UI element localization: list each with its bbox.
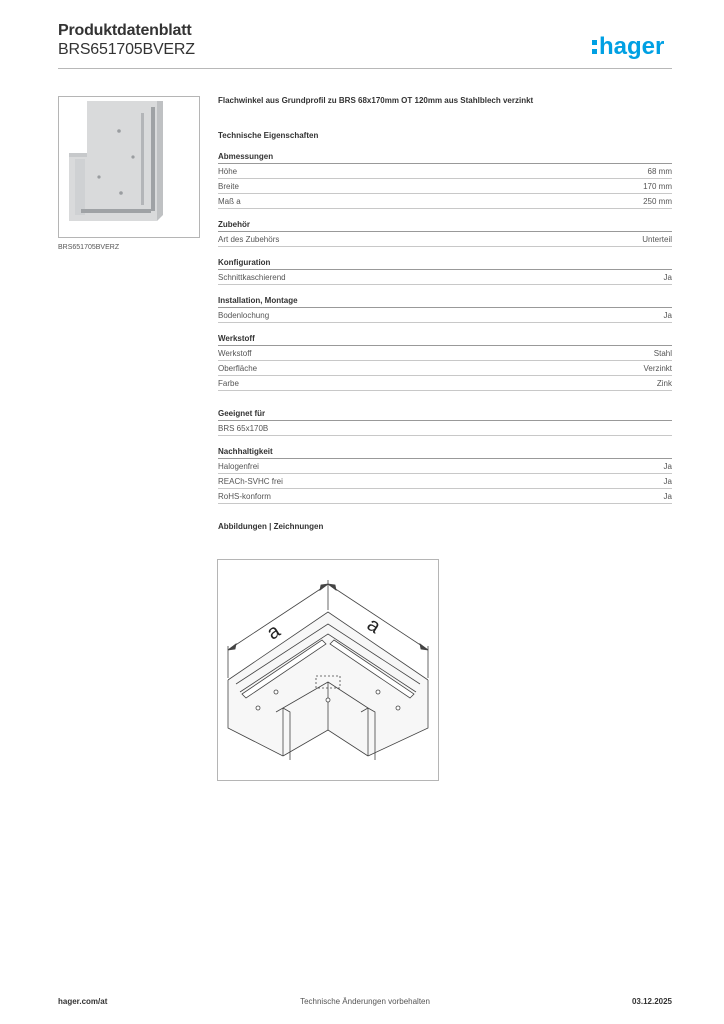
- spec-value: Ja: [663, 462, 672, 471]
- section-werkstoff: [218, 334, 672, 391]
- spec-row: [218, 308, 672, 323]
- spec-row: [218, 179, 672, 194]
- header-divider: [58, 68, 672, 69]
- section-installation: [218, 296, 672, 323]
- spec-value: Unterteil: [642, 235, 672, 244]
- technical-title: Technische Eigenschaften: [218, 131, 319, 140]
- spec-value: Ja: [663, 477, 672, 486]
- spec-label: Höhe: [218, 167, 238, 176]
- illustrations-title: Abbildungen | Zeichnungen: [218, 522, 324, 531]
- spec-value: Verzinkt: [643, 364, 672, 373]
- spec-label: Werkstoff: [218, 349, 252, 358]
- spec-label: Schnittkaschierend: [218, 273, 286, 282]
- spec-row: [218, 474, 672, 489]
- hager-logo: [592, 28, 674, 60]
- dimension-label-right: a: [362, 613, 385, 639]
- spec-row: [218, 270, 672, 285]
- spec-row: [218, 194, 672, 209]
- footer-date: 03.12.2025: [631, 997, 672, 1006]
- spec-row: [218, 232, 672, 247]
- spec-label: RoHS-konform: [218, 492, 271, 501]
- section-title: Installation, Montage: [218, 296, 672, 308]
- section-konfiguration: [218, 258, 672, 285]
- spec-value: Ja: [663, 273, 672, 282]
- spec-label: Farbe: [218, 379, 239, 388]
- spec-row: [218, 421, 672, 436]
- section-title: Geeignet für: [218, 409, 672, 421]
- footer-notice: Technische Änderungen vorbehalten: [300, 997, 430, 1006]
- section-title: Abmessungen: [218, 152, 672, 164]
- spec-value: 250 mm: [643, 197, 672, 206]
- section-title: Nachhaltigkeit: [218, 447, 672, 459]
- product-code: BRS651705BVERZ: [58, 41, 195, 58]
- spec-value: Ja: [663, 311, 672, 320]
- spec-row: [218, 361, 672, 376]
- spec-value: 170 mm: [643, 182, 672, 191]
- photo-caption: BRS651705BVERZ: [58, 244, 120, 251]
- section-title: Zubehör: [218, 220, 672, 232]
- spec-value: Stahl: [653, 349, 672, 358]
- spec-content: [218, 96, 672, 531]
- section-geeignet: [218, 409, 672, 436]
- logo-text: hager: [599, 33, 665, 60]
- section-zubehoer: [218, 220, 672, 247]
- section-nachhaltigkeit: [218, 447, 672, 504]
- spec-value: 68 mm: [647, 167, 672, 176]
- section-abmessungen: [218, 152, 672, 209]
- page-title: Produktdatenblatt: [58, 22, 192, 39]
- spec-row: [218, 164, 672, 179]
- dimension-label-left: a: [262, 619, 285, 645]
- footer-website[interactable]: hager.com/at: [58, 997, 108, 1006]
- product-description: Flachwinkel aus Grundprofil zu BRS 68x170mm OT 120mm aus Stahlblech verzinkt: [218, 96, 534, 105]
- section-title: Werkstoff: [218, 334, 672, 346]
- product-photo: [58, 96, 200, 238]
- section-title: Konfiguration: [218, 258, 672, 270]
- spec-label: Bodenlochung: [218, 311, 270, 320]
- spec-row: [218, 346, 672, 361]
- spec-label: BRS 65x170B: [218, 424, 269, 433]
- spec-row: [218, 489, 672, 504]
- spec-row: [218, 459, 672, 474]
- spec-label: Art des Zubehörs: [218, 235, 280, 244]
- spec-label: Maß a: [218, 197, 241, 206]
- spec-row: [218, 376, 672, 391]
- spec-value: Zink: [656, 379, 672, 388]
- spec-label: REACh-SVHC frei: [218, 477, 283, 486]
- spec-label: Oberfläche: [218, 364, 258, 373]
- spec-label: Halogenfrei: [218, 462, 259, 471]
- spec-value: Ja: [663, 492, 672, 501]
- spec-label: Breite: [218, 182, 239, 191]
- technical-drawing: [217, 559, 439, 781]
